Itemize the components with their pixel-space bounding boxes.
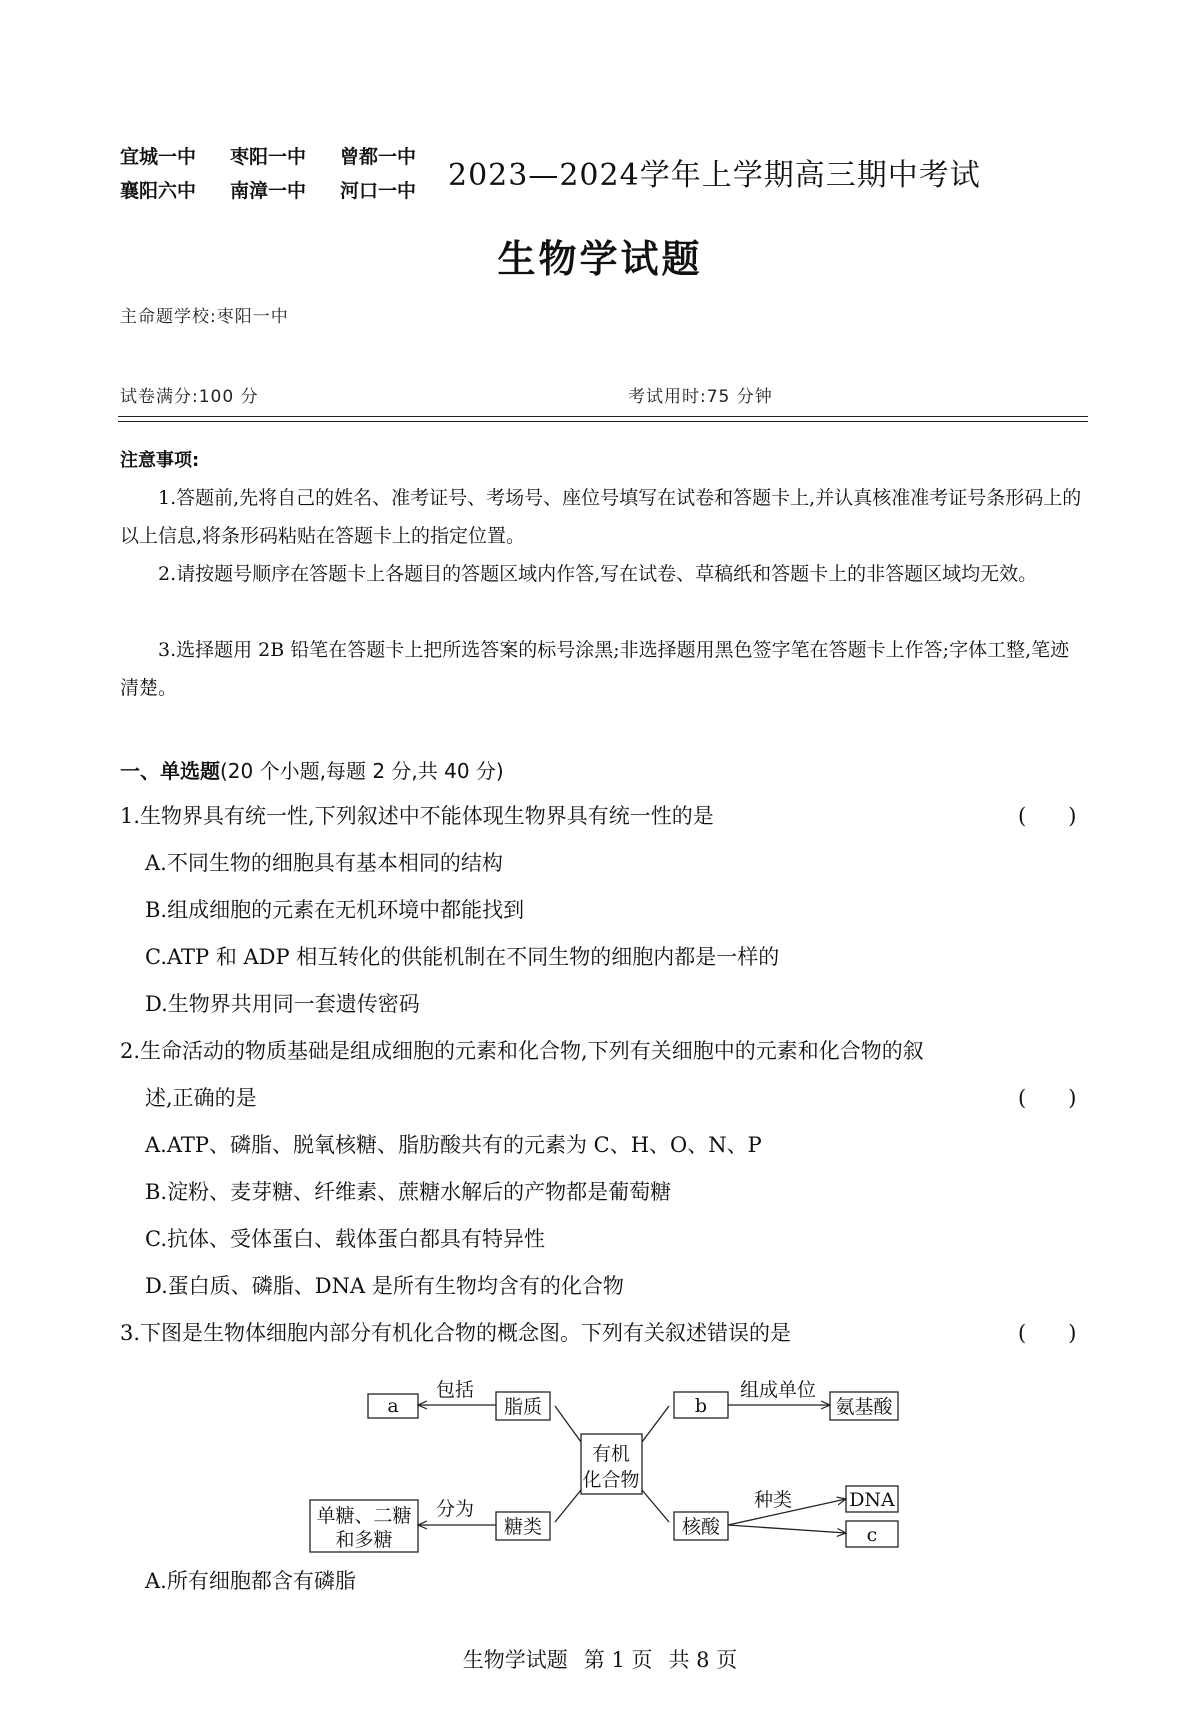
connector-line xyxy=(555,1406,581,1442)
question-2-option-a: A.ATP、磷脂、脱氧核糖、脂肪酸共有的元素为 C、H、O、N、P xyxy=(145,1133,762,1157)
divider-line-bottom xyxy=(118,421,1088,422)
footer-subject: 生物学试题 xyxy=(462,1648,568,1672)
notice-item-2: 2.请按题号顺序在答题卡上各题目的答题区域内作答,写在试卷、草稿纸和答题卡上的非答题区域均无效。 xyxy=(158,563,1038,585)
question-2-option-b: B.淀粉、麦芽糖、纤维素、蔗糖水解后的产物都是葡萄糖 xyxy=(145,1180,672,1204)
connector-line xyxy=(555,1490,581,1522)
answer-blank: ( ) xyxy=(1018,1321,1077,1345)
exam-title: 2023—2024学年上学期高三期中考试 xyxy=(448,158,981,193)
question-3-stem: 3.下图是生物体细胞内部分有机化合物的概念图。下列有关叙述错误的是 xyxy=(120,1321,792,1345)
notice-item-1: 1.答题前,先将自己的姓名、准考证号、考场号、座位号填写在试卷和答题卡上,并认真核准准考证号条形码上的以上信息,将条形码粘贴在答题卡上的指定位置。 xyxy=(120,487,1082,547)
connector-line xyxy=(642,1406,669,1442)
label-a: a xyxy=(387,1395,399,1417)
label-sugar-types-line2: 和多糖 xyxy=(335,1529,393,1551)
label-unit: 组成单位 xyxy=(739,1379,817,1401)
school-list xyxy=(120,140,450,208)
question-3-option-a: A.所有细胞都含有磷脂 xyxy=(145,1569,356,1593)
arrow-c xyxy=(728,1525,846,1533)
notice-item-3: 3.选择题用 2B 铅笔在答题卡上把所选答案的标号涂黑;非选择题用黑色签字笔在答题卡上作答;字体工整,笔迹清楚。 xyxy=(120,639,1070,699)
label-c: c xyxy=(866,1524,878,1546)
section-title xyxy=(120,755,504,784)
question-2-stem: 2.生命活动的物质基础是组成细胞的元素和化合物,下列有关细胞中的元素和化合物的叙 xyxy=(120,1039,924,1063)
footer-total-pages: 共 8 页 xyxy=(668,1648,738,1672)
question-2-option-c: C.抗体、受体蛋白、载体蛋白都具有特异性 xyxy=(145,1227,545,1251)
label-lipid: 脂质 xyxy=(503,1396,543,1418)
label-nucleic-acid: 核酸 xyxy=(681,1516,721,1538)
setter-school: 主命题学校:枣阳一中 xyxy=(120,307,289,327)
school-row-2 xyxy=(120,174,450,208)
question-1-option-a: A.不同生物的细胞具有基本相同的结构 xyxy=(145,851,503,875)
label-center-line1: 有机 xyxy=(591,1443,631,1465)
label-include: 包括 xyxy=(435,1379,475,1401)
answer-blank: ( ) xyxy=(1018,1086,1077,1110)
question-1-stem: 1.生物界具有统一性,下列叙述中不能体现生物界具有统一性的是 xyxy=(120,804,714,828)
exam-duration: 考试用时:75 分钟 xyxy=(628,387,773,407)
divider-line-top xyxy=(118,416,1088,417)
label-center-line2: 化合物 xyxy=(582,1469,640,1491)
school-name: 襄阳六中 xyxy=(120,180,197,202)
notice-title: 注意事项: xyxy=(120,450,200,471)
label-b: b xyxy=(694,1395,708,1417)
question-1-option-d: D.生物界共用同一套遗传密码 xyxy=(145,992,420,1016)
question-2-stem-cont: 述,正确的是 xyxy=(145,1086,257,1110)
section-name: 一、单选题 xyxy=(120,759,220,783)
answer-blank: ( ) xyxy=(1018,804,1077,828)
footer-page-number: 第 1 页 xyxy=(583,1648,653,1672)
school-name: 曾都一中 xyxy=(340,146,417,168)
question-2-option-d: D.蛋白质、磷脂、DNA 是所有生物均含有的化合物 xyxy=(145,1274,624,1298)
connector-line xyxy=(642,1490,669,1522)
school-name: 河口一中 xyxy=(340,180,417,202)
label-kinds: 种类 xyxy=(753,1489,793,1511)
school-name: 南漳一中 xyxy=(230,180,307,202)
section-detail: (20 个小题,每题 2 分,共 40 分) xyxy=(220,759,504,783)
label-sugar-types-line1: 单糖、二糖 xyxy=(316,1505,412,1527)
school-row-1 xyxy=(120,140,450,174)
question-1-option-b: B.组成细胞的元素在无机环境中都能找到 xyxy=(145,898,525,922)
school-name: 宜城一中 xyxy=(120,146,197,168)
subject-title: 生物学试题 xyxy=(497,237,703,281)
full-score: 试卷满分:100 分 xyxy=(120,387,259,407)
concept-diagram xyxy=(300,1370,920,1555)
page-footer xyxy=(0,1644,1200,1674)
label-divide: 分为 xyxy=(435,1498,475,1520)
label-sugar: 糖类 xyxy=(503,1516,543,1538)
question-1-option-c: C.ATP 和 ADP 相互转化的供能机制在不同生物的细胞内都是一样的 xyxy=(145,945,780,969)
label-dna: DNA xyxy=(849,1489,895,1511)
label-amino-acid: 氨基酸 xyxy=(835,1396,893,1418)
school-name: 枣阳一中 xyxy=(230,146,307,168)
